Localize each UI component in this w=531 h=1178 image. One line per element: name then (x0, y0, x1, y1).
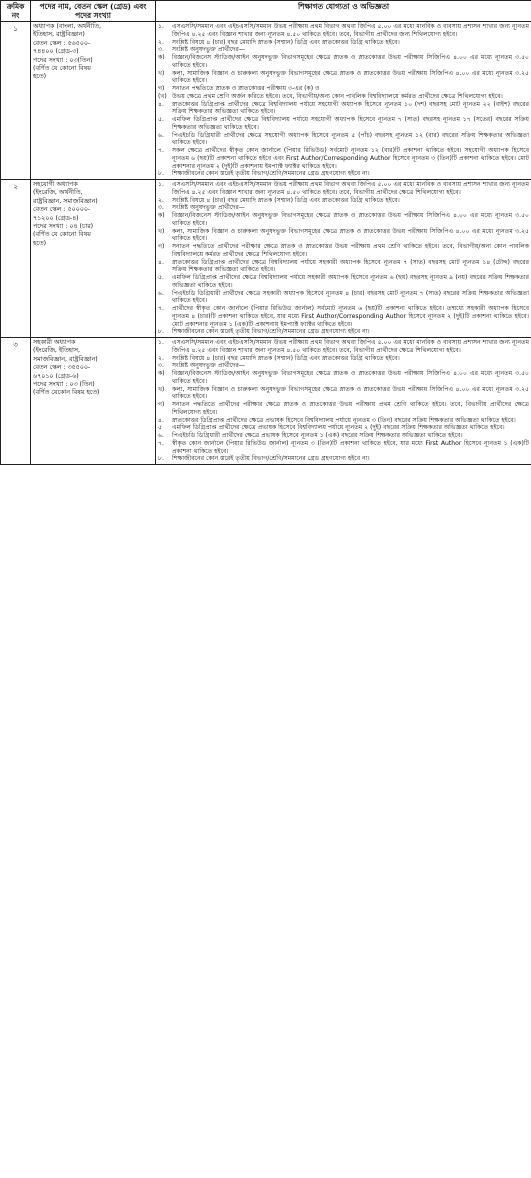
header-post: পদের নাম, বেতন স্কেল (গ্রেড) এবং পদের সংখ্যা (31, 1, 156, 22)
item-text: স্নাতকোত্তর ডিগ্রিপ্রাপ্ত প্রার্থীদের ক্ষেত্রে প্রভাষক হিসেবে বিশ্ববিদ্যালয় পর্যায়ে ন্যূনতম ৩ (তিন) বছরের সক্রিয় শিক্ষকতার অভিজ্ঞতা থাকিতে হইবে। (172, 416, 516, 424)
post-line: রাষ্ট্রবিজ্ঞান, সমাজবিজ্ঞান) (33, 197, 98, 205)
qualification-item (158, 440, 529, 456)
qualification-item (158, 259, 529, 275)
qualification-item (158, 228, 529, 244)
qualification-item (158, 328, 529, 336)
qualification-item (158, 147, 529, 170)
qualification-item (158, 290, 529, 306)
item-text: স্নাতকোত্তর ডিগ্রিপ্রাপ্ত প্রার্থীদের ক্ষেত্রে বিশ্ববিদ্যালয় পর্যায়ে সহযোগী অধ্যাপক হিসেবে ন্যূনতম ১০ (দশ) বছরসহ মোট ন্যূনতম ২২ (বাইশ) বছরের সক্রিয় শিক্ষকতার অভিজ্ঞতা থাকিতে হইবে। (172, 100, 529, 116)
qualification-cell (156, 180, 531, 338)
item-number: ক) (158, 370, 165, 377)
qualification-item (158, 70, 529, 86)
qualification-item (158, 432, 529, 440)
qualification-item (158, 116, 529, 132)
qualification-item (158, 401, 529, 417)
post-line: ইতিহাস, রাষ্ট্রবিজ্ঞান) (33, 31, 85, 39)
post-line: (বর্ণিত যে কোনো বিষয় (33, 65, 91, 73)
qualification-item (158, 386, 529, 402)
item-text: এমফিল ডিগ্রিপ্রাপ্ত প্রার্থীদের ক্ষেত্রে প্রভাষক হিসেবে বিশ্ববিদ্যালয় পর্যায়ে ন্যূনতম ২ (দুই) বছরের সক্রিয় শিক্ষকতার অভিজ্ঞতা থাকিতে হইবে। (172, 424, 505, 432)
item-text: সংশ্লিষ্ট বিষয়ে ৪ (চার) বছর মেয়াদি স্নাতক (সম্মান) ডিগ্রি এবং স্নাতকোত্তর ডিগ্রি থাকিতে হইবে। (172, 38, 400, 46)
post-line: ৭১২০০ (গ্রেড-৪) (33, 214, 79, 222)
table-row (1, 338, 531, 465)
post-line: অধ্যাপক (বাংলা, অর্থনীতি, (33, 23, 101, 30)
item-number: ৮. (158, 328, 164, 336)
item-text: পিএইচডি ডিগ্রিধারী প্রার্থীদের ক্ষেত্রে সহকারী অধ্যাপক হিসেবে ন্যূনতম ৪ (চার) বছরসহ মোট ন্যূনতম ৭ (সাত) বছরের সক্রিয় শিক্ষকতার অভিজ্ঞতা থাকিতে হইবে। (172, 289, 529, 305)
post-cell (31, 180, 156, 338)
item-number: ৪. (158, 416, 164, 424)
table-body (1, 22, 531, 465)
item-number: গ) (158, 401, 165, 408)
qualification-item (158, 212, 529, 228)
post-line: পদের সংখ্যা : ০৪ (চার) (33, 223, 94, 231)
item-text: সকল ক্ষেত্রে প্রার্থীদের স্বীকৃত কোন জার্নালে (পিয়ার রিভিউড) সর্বমোট ন্যূনতম ১২ (বার)টি প্রকাশনা থাকিতে হইবে। সহযোগী অধ্যাপক হিসেবে ন্যূনতম ৬ (ছয়)টি প্রকাশনা থাকিতে হইবে এবং First Author/Corresponding Author হিসেবে ন্যূনতম ৩ (তিন)টি প্রকাশনা থাকিতে হইবে। মোট প্রকাশনার ন্যূনতম ২ (দুই)টি প্রকাশনায় ইমপ্যাক্ট ফ্যাক্টর থাকিতে হইবে। (172, 147, 529, 170)
qualification-item (158, 274, 529, 290)
item-number: ৬. (158, 289, 164, 297)
post-line: সহকারী অধ্যাপক (33, 339, 76, 346)
item-number: ৬. (158, 131, 164, 139)
item-number: খ) (158, 227, 165, 235)
qualification-item (158, 170, 529, 178)
header-row (1, 1, 531, 22)
item-number: ৩. (158, 362, 164, 370)
item-text: এমফিল ডিগ্রিপ্রাপ্ত প্রার্থীদের ক্ষেত্রে বিশ্ববিদ্যালয় পর্যায়ে সহযোগী অধ্যাপক হিসেবে ন্যূনতম ৭ (সাত) বছরসহ ন্যূনতম ১৭ (সতের) বছরের সক্রিয় শিক্ষকতার অভিজ্ঞতা থাকিতে হইবে। (172, 116, 529, 131)
item-text: বিজ্ঞান/বিজনেস স্টাডিজ/আইন অনুষদভুক্ত বিভাগসমূহের ক্ষেত্রে স্নাতক ও স্নাতকোত্তর উভয় পরীক্ষায় সিজিপিএ ৪.০০ এর মধ্যে ন্যূনতম ৩.৫০ থাকিতে হইবে। (172, 370, 529, 385)
item-number: ২. (158, 196, 164, 204)
item-text: সংশ্লিষ্ট অনুষদভুক্ত প্রার্থীদের— (172, 46, 245, 54)
item-text: কলা, সামাজিক বিজ্ঞান ও চারুকলা অনুষদভুক্ত বিভাগসমূহের ক্ষেত্রে স্নাতক ও স্নাতকোত্তর উভয় পরীক্ষায় সিজিপিএ ৪.০০ এর মধ্যে ন্যূনতম ৩.২৫ থাকিতে হইবে। (172, 69, 529, 85)
item-number: ৪. (158, 258, 164, 266)
qualification-item (158, 54, 529, 70)
item-text: কলা, সামাজিক বিজ্ঞান ও চারুকলা অনুষদভুক্ত বিভাগসমূহের ক্ষেত্রে স্নাতক ও স্নাতকোত্তর উভয় পরীক্ষায় সিজিপিএ ৪.০০ এর মধ্যে ন্যূনতম ৩.২৫ থাকিতে হইবে। (172, 385, 529, 401)
qualification-item (158, 204, 529, 212)
qualification-item (158, 243, 529, 259)
qualification-cell (156, 338, 531, 465)
item-number: ক) (158, 212, 165, 219)
qualification-item (158, 424, 529, 432)
post-line: (বর্ণিত যেকোন বিষয় হতে) (33, 389, 100, 397)
qualification-item (158, 455, 529, 463)
serial-number: ১ (1, 22, 31, 180)
header-qualification: শিক্ষাগত যোগ্যতা ও অভিজ্ঞতা (156, 1, 531, 22)
item-text: এমফিল ডিগ্রিপ্রাপ্ত প্রার্থীদের ক্ষেত্রে বিশ্ববিদ্যালয় পর্যায়ে সহকারী অধ্যাপক হিসেবে ন্যূনতম ৬ (ছয়) বছরসহ ন্যূনতম ৯ (নয়) বছরের সক্রিয় শিক্ষকতার অভিজ্ঞতা থাকিতে হইবে। (172, 274, 529, 289)
item-number: ৮. (158, 455, 164, 463)
item-number: ৫. (158, 274, 164, 281)
item-text: এসএসসি/সমমান এবং এইচএসসি/সমমান উভয় পরীক্ষায় প্রথম বিভাগ অথবা জিপিএ ৫.০০ এর মধ্যে মানবিক ও ব্যবসায় প্রশাসন শাখার জন্য ন্যূনতম জিপিএ ৪.২৫ এবং বিজ্ঞান শাখার জন্য ন্যূনতম ৪.৫০ থাকিতে হইবে। তবে, বিভাগীয় প্রার্থীদের ক্ষেত্রে শিথিলযোগ্য হইবে। (172, 339, 529, 354)
post-line: বেতন স্কেল : ৩৫৫০০- (33, 364, 91, 372)
table-row (1, 22, 531, 180)
post-line: হতে) (33, 73, 47, 81)
post-line: বেতন স্কেল : ৫৬৫০০- (33, 39, 91, 47)
item-text: এসএসসি/সমমান এবং এইচএসসি/সমমান উভয় পরীক্ষায় প্রথম বিভাগ অথবা জিপিএ ৫.০০ এর মধ্যে মানবিক ও ব্যবসায় প্রশাসন শাখার জন্য ন্যূনতম জিপিএ ৪.২৫ এবং বিজ্ঞান শাখার জন্য ন্যূনতম ৪.৫০ থাকিতে হইবে। তবে, বিভাগীয় প্রার্থীদের ক্ষেত্রে শিথিলযোগ্য হইবে। (172, 181, 529, 196)
post-line: সহযোগী অধ্যাপক (33, 181, 78, 188)
qualification-cell (156, 22, 531, 180)
item-number: গ) (158, 243, 165, 250)
item-number: ক) (158, 54, 165, 61)
item-text: সংশ্লিষ্ট বিষয়ে ৪ (চার) বছর মেয়াদি স্নাতক (সম্মান) ডিগ্রি এবং স্নাতকোত্তর ডিগ্রি থাকিতে হইবে। (172, 196, 400, 204)
item-text: সনাতন পদ্ধতিতে স্নাতক ও স্নাতকোত্তর পরীক্ষায় ৩-এর (ক) ও (172, 85, 320, 92)
item-text: শিক্ষাজীবনের কোন স্তরেই তৃতীয় বিভাগ/শ্রেণি/সমমানের গ্রেড গ্রহণযোগ্য হইবে না। (172, 328, 370, 336)
serial-number: ৩ (1, 338, 31, 465)
qualification-item (158, 305, 529, 328)
post-line: হতে) (33, 239, 47, 247)
post-line: পদের সংখ্যা : ০৩(তিন) (33, 56, 93, 64)
post-cell (31, 338, 156, 465)
item-number: ৬. (158, 432, 164, 439)
item-text: বিজ্ঞান/বিজনেস স্টাডিজ/আইন অনুষদভুক্ত বিভাগসমূহের ক্ষেত্রে স্নাতক ও স্নাতকোত্তর উভয় পরীক্ষায় সিজিপিএ ৪.০০ এর মধ্যে ন্যূনতম ৩.৫০ থাকিতে হইবে। (172, 212, 529, 227)
post-line: (বর্ণিত যে কোনো বিষয় (33, 231, 91, 239)
serial-number: ২ (1, 180, 31, 338)
item-text: উভয় ক্ষেত্রে প্রথম শ্রেণি অর্জন করিতে হইবে। তবে, বিভাগীয়/অন্য কোন পাবলিক বিশ্ববিদ্যালয়ে কর্মরত প্রার্থীদের ক্ষেত্রে শিথিলযোগ্য হইবে। (172, 92, 503, 100)
item-text: বিজ্ঞান/বিজনেস স্টাডিজ/আইন অনুষদভুক্ত বিভাগসমূহের ক্ষেত্রে স্নাতক ও স্নাতকোত্তর উভয় পরীক্ষায় সিজিপিএ ৪.০০ এর মধ্যে ন্যূনতম ৩.৫০ থাকিতে হইবে। (172, 54, 529, 69)
item-number: ৭. (158, 305, 164, 312)
item-number: খ) (158, 69, 165, 77)
qualification-item (158, 85, 529, 93)
item-number: ১. (158, 181, 164, 188)
post-cell (31, 22, 156, 180)
qualification-item (158, 370, 529, 386)
post-line: ৬৭০১০ (গ্রেড-৬) (33, 372, 79, 380)
item-text: সনাতন পদ্ধতিতে প্রার্থীদের পরীক্ষার ক্ষেত্রে স্নাতক ও স্নাতকোত্তর উভয় পরীক্ষায় প্রথম শ্রেণি থাকিতে হইবে। তবে, বিভাগীয় প্রার্থীদের ক্ষেত্রে শিথিলযোগ্য হইবে। (172, 401, 529, 416)
qualification-item (158, 93, 529, 101)
item-text: স্নাতকোত্তর ডিগ্রিপ্রাপ্ত প্রার্থীদের ক্ষেত্রে বিশ্ববিদ্যালয় পর্যায়ে সহকারী অধ্যাপক হিসেবে ন্যূনতম ৭ (সাত) বছরসহ মোট ন্যূনতম ১৪ (চৌদ্দ) বছরের সক্রিয় শিক্ষকতার অভিজ্ঞতা থাকিতে হইবে। (172, 258, 529, 274)
item-number: গ) (158, 85, 165, 92)
item-number: ৩. (158, 204, 164, 212)
qualification-item (158, 46, 529, 54)
item-text: শিক্ষাজীবনের কোন স্তরেই তৃতীয় বিভাগ/শ্রেণি/সমমানের গ্রেড গ্রহণযোগ্য হইবে না। (172, 170, 370, 178)
item-number: খ) (158, 385, 165, 393)
item-number: ১. (158, 339, 164, 346)
header-serial: ক্রমিক নং (1, 1, 31, 22)
item-number: ৫ (158, 424, 162, 432)
post-line: (ইংরেজি, ইতিহাস, (33, 347, 80, 355)
item-text: পিএইচডি ডিগ্রিধারী প্রার্থীদের ক্ষেত্রে প্রভাষক হিসেবে ন্যূনতম ১ (এক) বছরের সক্রিয় শিক্ষকতার অভিজ্ঞতা থাকিতে হইবে। (172, 432, 463, 439)
item-text: শিক্ষাজীবনের কোন স্তরেই তৃতীয় বিভাগ/শ্রেণি/সমমানের গ্রেড গ্রহণযোগ্য হইবে না। (172, 455, 370, 463)
item-text: সনাতন পদ্ধতিতে প্রার্থীদের পরীক্ষার ক্ষেত্রে স্নাতক ও স্নাতকোত্তর উভয় পরীক্ষায় প্রথম শ্রেণি থাকিতে হইবে। তবে, বিভাগীয়/অন্য কোন পাবলিক বিশ্ববিদ্যালয়ে কর্মরত প্রার্থীদের ক্ষেত্রে শিথিলযোগ্য হইবে। (172, 243, 529, 258)
qualification-item (158, 23, 529, 39)
post-line: ৭৪৪০০ (গ্রেড-৩) (33, 48, 79, 56)
item-text: সংশ্লিষ্ট অনুষদভুক্ত প্রার্থীদের— (172, 362, 245, 370)
qualification-table (0, 0, 531, 465)
item-number: (খ) (158, 92, 167, 100)
item-text: কলা, সামাজিক বিজ্ঞান ও চারুকলা অনুষদভুক্ত বিভাগসমূহের ক্ষেত্রে স্নাতক ও স্নাতকোত্তর উভয় পরীক্ষায় সিজিপিএ ৪.০০ এর মধ্যে ন্যূনতম ৩.২৫ থাকিতে হইবে। (172, 227, 529, 243)
item-text: প্রার্থীদের স্বীকৃত কোন জার্নালে (পিয়ার রিভিউড জার্নাল) সর্বমোট ন্যূনতম ৬ (ছয়)টি প্রকাশনা থাকিতে হইবে। তন্মধ্যে সহকারী অধ্যাপক হিসেবে ন্যূনতম ৪ (চার)টি প্রকাশনা থাকিতে হইবে, যার মধ্যে First Author/Corresponding Author হিসেবে ন্যূনতম ২ (দুই)টি প্রকাশনা থাকিতে হইবে। মোট প্রকাশনার ন্যূনতম ১ (এক)টি প্রকাশনায় ইমপ্যাক্ট ফ্যাক্টর থাকিতে হইবে। (172, 305, 529, 328)
item-number: ৭. (158, 147, 164, 154)
item-text: সংশ্লিষ্ট বিষয়ে ৪ (চার) বছর মেয়াদি স্নাতক (সম্মান) ডিগ্রি এবং স্নাতকোত্তর ডিগ্রি থাকিতে হইবে। (172, 354, 400, 362)
item-text: পিএইচডি ডিগ্রিধারী প্রার্থীদের ক্ষেত্রে সহযোগী অধ্যাপক হিসেবে ন্যূনতম ৫ (পাঁচ) বছরসহ ন্যূনতম ১২ (বার) বছরের সক্রিয় শিক্ষকতার অভিজ্ঞতা থাকিতে হইবে। (172, 131, 529, 147)
post-line: (ইংরেজি, অর্থনীতি, (33, 189, 83, 197)
item-number: ৮. (158, 170, 164, 178)
item-number: ২. (158, 38, 164, 46)
item-number: ১. (158, 23, 164, 30)
qualification-item (158, 362, 529, 370)
item-number: ৫. (158, 116, 164, 123)
qualification-item (158, 181, 529, 197)
qualification-item (158, 339, 529, 355)
table-row (1, 180, 531, 338)
item-text: সংশ্লিষ্ট অনুষদভুক্ত প্রার্থীদের— (172, 204, 245, 212)
qualification-item (158, 132, 529, 148)
item-number: ৭. (158, 439, 164, 447)
item-text: এসএসসি/সমমান এবং এইচএসসি/সমমান উভয় পরীক্ষায় প্রথম বিভাগ অথবা জিপিএ ৫.০০ এর মধ্যে মানবিক ও ব্যবসায় প্রশাসন শাখার জন্য ন্যূনতম জিপিএ ৪.২৫ এবং বিজ্ঞান শাখার জন্য ন্যূনতম ৪.৫০ থাকিতে হইবে। তবে, বিভাগীয় প্রার্থীদের জন্য শিথিলযোগ্য হইবে। (172, 23, 529, 38)
item-number: ৪. (158, 100, 164, 108)
post-line: বেতন স্কেল : ৫০০০০- (33, 206, 91, 214)
qualification-item (158, 101, 529, 117)
item-text: স্বীকৃত কোন জার্নালে (পিয়ার রিভিউড জার্নাল) ন্যূনতম ৩ (তিন)টি প্রকাশনা থাকিতে হইবে, যার মধ্যে First Author হিসেবে ন্যূনতম ১ (এক)টি প্রকাশনা থাকিতে হইবে। (172, 439, 529, 455)
item-number: ২. (158, 354, 164, 362)
post-line: সমাজবিজ্ঞান, রাষ্ট্রবিজ্ঞান) (33, 355, 98, 363)
item-number: ৩. (158, 46, 164, 54)
post-line: পদের সংখ্যা : ০৩ (তিন) (33, 381, 95, 389)
